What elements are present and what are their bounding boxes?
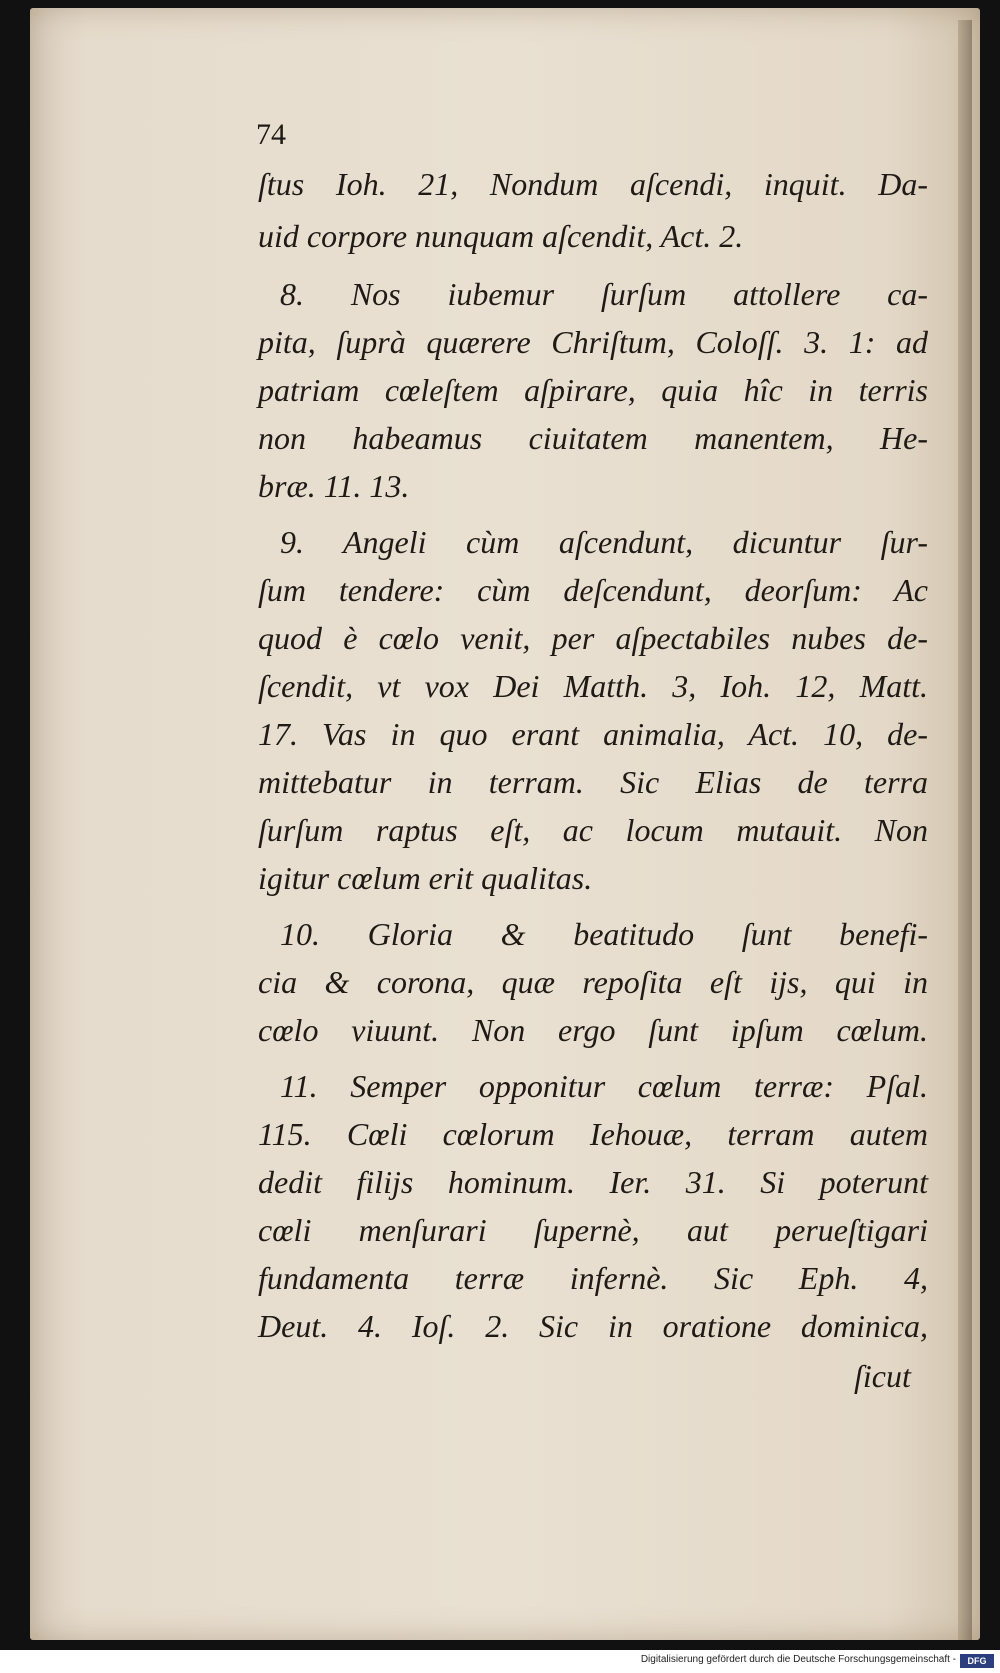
text-line: pita, ſuprà quærere Chriſtum, Coloſſ. 3. 1: ad xyxy=(258,324,928,360)
text-line: Deut. 4. Ioſ. 2. Sic in oratione dominica, xyxy=(258,1308,928,1344)
text-line: ſcendit, vt vox Dei Matth. 3, Ioh. 12, Matt. xyxy=(258,668,928,704)
text-line: non habeamus ciuitatem manentem, He- xyxy=(258,420,928,456)
text-line: dedit filijs hominum. Ier. 31. Si poterunt xyxy=(258,1164,928,1200)
text-line: fundamenta terræ infernè. Sic Eph. 4, xyxy=(258,1260,928,1296)
text-line: 10. Gloria & beatitudo ſunt benefi- xyxy=(280,916,928,952)
catchword: ſicut xyxy=(854,1358,911,1394)
footer-credit: Digitalisierung gefördert durch die Deutsche Forschungsgemeinschaft - xyxy=(640,1654,956,1665)
text-line: 17. Vas in quo erant animalia, Act. 10, de- xyxy=(258,716,928,752)
text-line: quod è cœlo venit, per aſpectabiles nubes de- xyxy=(258,620,928,656)
digitization-footer xyxy=(0,1650,1000,1673)
text-line: uid corpore nunquam aſcendit, Act. 2. xyxy=(258,218,744,254)
dfg-logo-icon: DFG xyxy=(960,1654,994,1668)
text-line: mittebatur in terram. Sic Elias de terra xyxy=(258,764,928,800)
text-line: 8. Nos iubemur ſurſum attollere ca- xyxy=(280,276,928,312)
text-line: cœli menſurari ſupernè, aut perueſtigari xyxy=(258,1212,928,1248)
text-line: 9. Angeli cùm aſcendunt, dicuntur ſur- xyxy=(280,524,928,560)
text-line: ſurſum raptus eſt, ac locum mutauit. Non xyxy=(258,812,928,848)
text-line: patriam cœleſtem aſpirare, quia hîc in terris xyxy=(258,372,928,408)
text-line: bræ. 11. 13. xyxy=(258,468,410,504)
text-line: ſum tendere: cùm deſcendunt, deorſum: Ac xyxy=(258,572,928,608)
text-line: cœlo viuunt. Non ergo ſunt ipſum cœlum. xyxy=(258,1012,928,1048)
page-edge xyxy=(958,20,972,1640)
text-line: 11. Semper opponitur cœlum terræ: Pſal. xyxy=(280,1068,928,1104)
page-number: 74 xyxy=(256,118,286,151)
text-line: cia & corona, quæ repoſita eſt ijs, qui in xyxy=(258,964,928,1000)
text-line: igitur cœlum erit qualitas. xyxy=(258,860,593,896)
text-line: ſtus Ioh. 21, Nondum aſcendi, inquit. Da- xyxy=(258,166,928,202)
text-line: 115. Cœli cœlorum Iehouæ, terram autem xyxy=(258,1116,928,1152)
